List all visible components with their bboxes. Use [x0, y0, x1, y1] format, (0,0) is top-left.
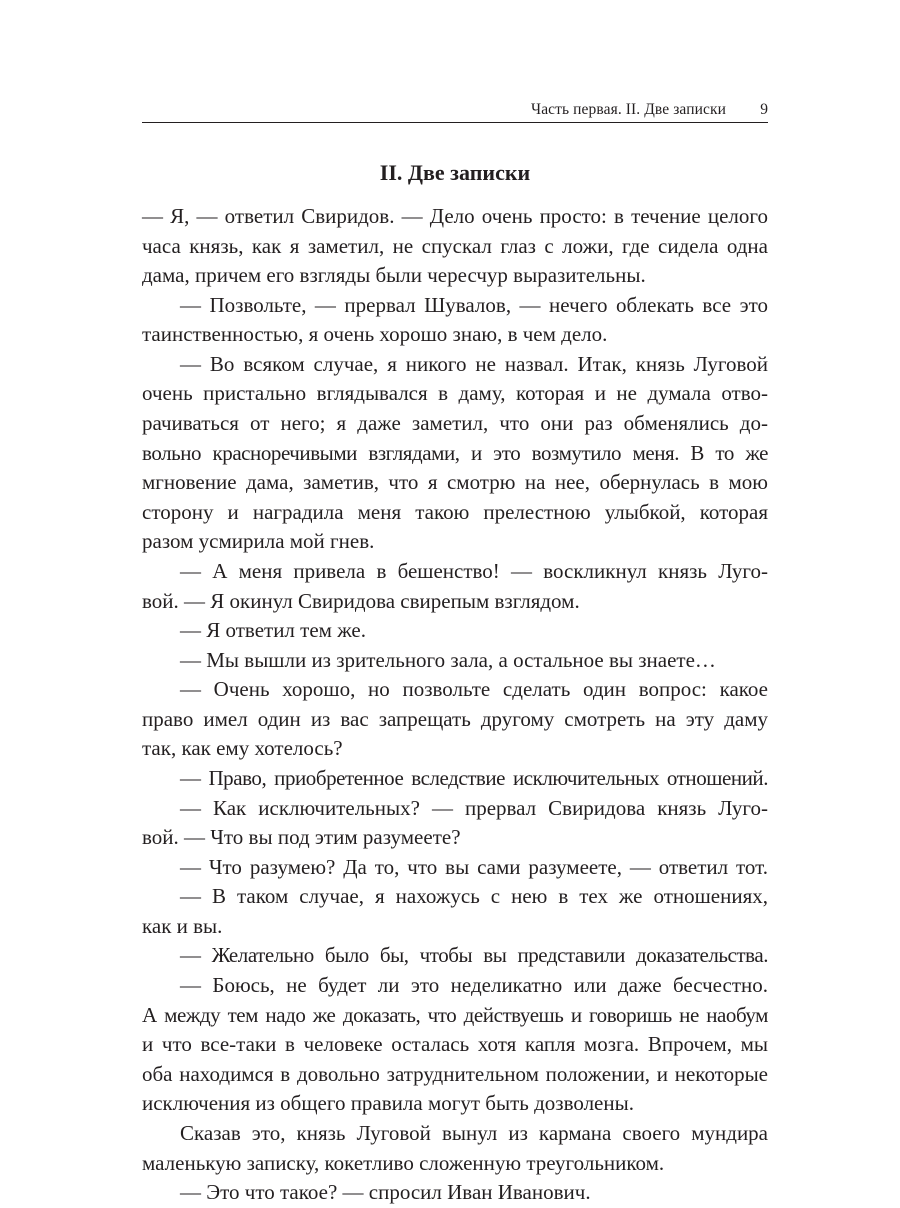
text-line: А между тем надо же доказать, что действуешь и говоришь не наобум	[142, 1002, 768, 1027]
text-line: вольно красноречивыми взглядами, и это возмутило меня. В то же	[142, 440, 768, 465]
text-line: сторону и наградила меня такою прелестною улыбкой, которая	[142, 499, 768, 524]
text-line: вой. — Что вы под этим разумеете?	[142, 825, 461, 850]
page-number: 9	[760, 101, 768, 118]
text-line: — Что разумею? Да то, что вы сами разумеете, — ответил тот.	[180, 854, 768, 879]
text-line: — Как исключительных? — прервал Свиридова князь Луго-	[180, 795, 768, 820]
text-line: так, как ему хотелось?	[142, 736, 343, 761]
running-title: Часть первая. II. Две записки	[531, 101, 726, 118]
text-line: право имел один из вас запрещать другому смотреть на эту даму	[142, 706, 768, 731]
text-line: вой. — Я окинул Свиридова свирепым взглядом.	[142, 588, 580, 613]
text-line: рачиваться от него; я даже заметил, что они раз обменялись до-	[142, 411, 768, 436]
text-line: — А меня привела в бешенство! — воскликнул князь Луго-	[180, 558, 768, 583]
text-line: — Желательно было бы, чтобы вы представили доказательства.	[180, 943, 768, 968]
running-head	[142, 100, 768, 123]
text-line: дама, причем его взгляды были чересчур выразительны.	[142, 263, 646, 288]
chapter-title: II. Две записки	[379, 160, 531, 185]
text-line: маленькую записку, кокетливо сложенную треугольником.	[142, 1150, 665, 1175]
body-text	[142, 202, 768, 1208]
text-line: разом усмирила мой гнев.	[142, 529, 375, 554]
text-line: таинственностью, я очень хорошо знаю, в чем дело.	[142, 322, 608, 347]
text-line: мгновение дама, заметив, что я смотрю на нее, обернулась в мою	[142, 470, 768, 495]
text-line: — В таком случае, я нахожусь с нею в тех же отношениях,	[180, 884, 768, 909]
text-line: как и вы.	[142, 913, 223, 938]
text-line: и что все-таки в человеке осталась хотя капля мозга. Впрочем, мы	[142, 1032, 768, 1057]
text-line: Сказав это, князь Луговой вынул из кармана своего мундира	[180, 1120, 768, 1145]
text-line: — Я ответил тем же.	[180, 618, 367, 643]
text-line: — Боюсь, не будет ли это неделикатно или даже бесчестно.	[180, 973, 768, 998]
text-line: оба находимся в довольно затруднительном положении, и некоторые	[142, 1061, 768, 1086]
text-line: очень пристально вглядывался в даму, которая и не думала отво-	[142, 381, 768, 406]
text-line: — Во всяком случае, я никого не назвал. Итак, князь Луговой	[180, 351, 768, 376]
text-line: — Мы вышли из зрительного зала, а остальное вы знаете…	[180, 647, 716, 672]
text-line: — Очень хорошо, но позвольте сделать один вопрос: какое	[180, 677, 768, 702]
text-line: часа князь, как я заметил, не спускал глаз с ложи, где сидела одна	[142, 233, 768, 258]
text-line: — Право, приобретенное вследствие исключительных отношений.	[180, 765, 768, 790]
text-line: — Позвольте, — прервал Шувалов, — нечего облекать все это	[180, 292, 768, 317]
text-line: — Я, — ответил Свиридов. — Дело очень просто: в течение целого	[142, 204, 768, 228]
text-line: исключения из общего правила могут быть дозволены.	[142, 1091, 634, 1116]
text-line: — Это что такое? — спросил Иван Иванович.	[180, 1180, 591, 1205]
